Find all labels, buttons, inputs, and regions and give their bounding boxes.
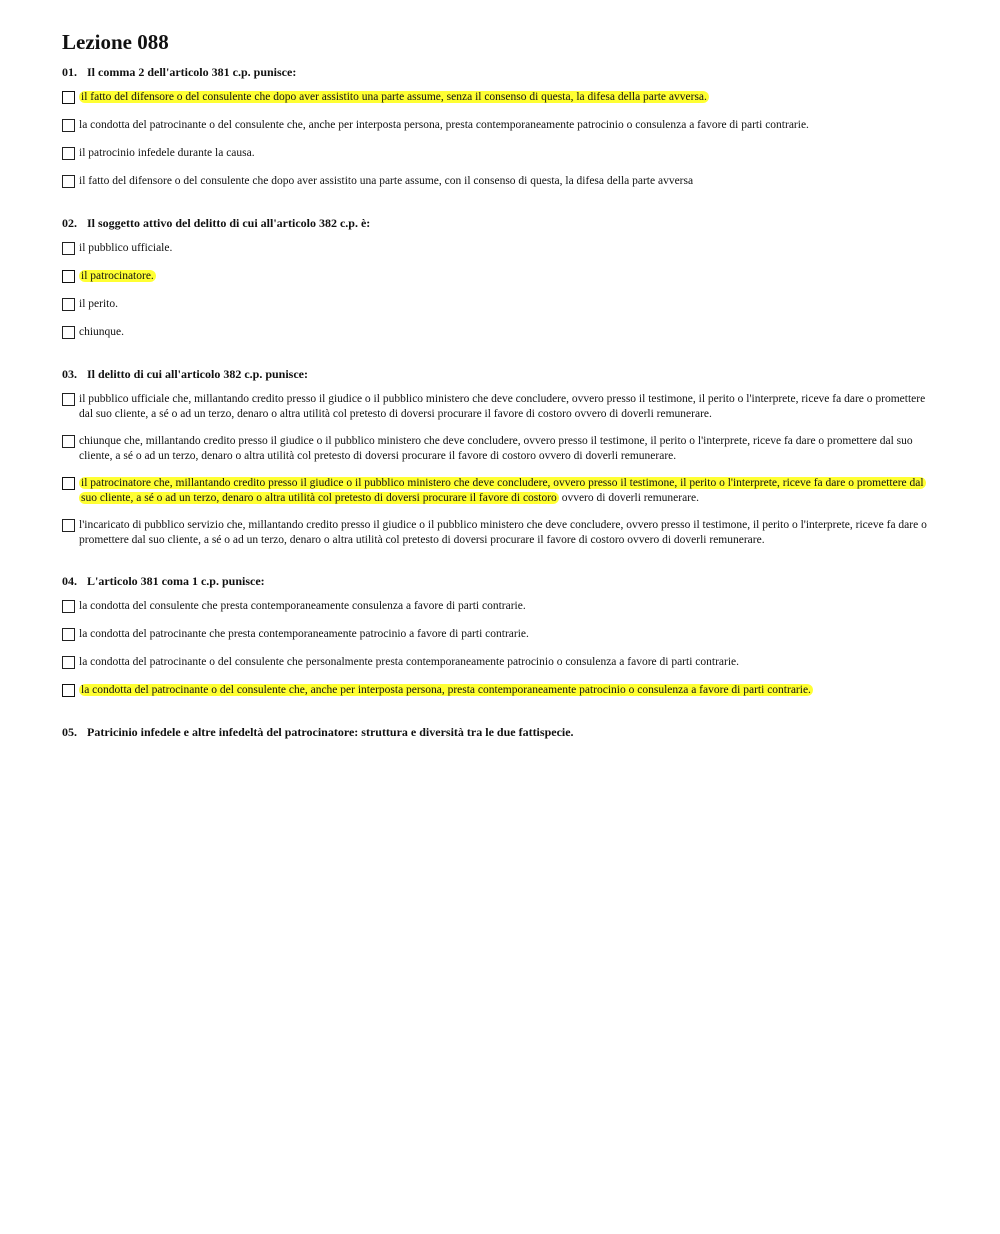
- answer-text: chiunque.: [79, 326, 125, 338]
- answer-checkbox[interactable]: [62, 119, 75, 132]
- question-05: [62, 725, 940, 739]
- question-03: [62, 367, 940, 548]
- spacer: [62, 560, 940, 574]
- question-title: [62, 574, 940, 588]
- question-number: 05.: [62, 725, 77, 739]
- answer-option[interactable]: [62, 518, 940, 548]
- question-04: [62, 574, 940, 699]
- answer-text: la condotta del patrocinante o del consulente che personalmente presta contemporaneamente patrocinio o consulenza a favore di parti contrarie.: [79, 656, 740, 668]
- spacer: [62, 353, 940, 367]
- answer-option[interactable]: [62, 392, 940, 422]
- answer-text: la condotta del consulente che presta contemporaneamente consulenza a favore di parti contrarie.: [79, 600, 526, 612]
- question-text: Il soggetto attivo del delitto di cui all'articolo 382 c.p. è:: [87, 216, 371, 230]
- answer-text-highlighted: la condotta del patrocinante o del consulente che, anche per interposta persona, presta contemporaneamente patrocinio o consulenza a favore di parti contrarie.: [81, 684, 811, 696]
- answer-checkbox[interactable]: [62, 326, 75, 339]
- answer-text-highlighted: il patrocinatore che, millantando credito presso il giudice o il pubblico ministero che deve concludere, ovvero presso il testimone, il perito o l'interprete, riceve fa dare o promettere dal suo cliente, a sé o ad un terzo, denaro o altra utilità col pretesto di doversi procurare il favore di costoro: [81, 477, 924, 504]
- answer-text: chiunque che, millantando credito presso il giudice o il pubblico ministero che deve concludere, ovvero presso il testimone, il perito o l'interprete, riceve fa dare o promettere dal suo cliente, a sé o ad un terzo, denaro o altra utilità col pretesto di doversi procurare il favore di costoro ovvero di doverli remunerare.: [79, 435, 913, 462]
- answer-option[interactable]: [62, 655, 940, 671]
- answer-text: il fatto del difensore o del consulente che dopo aver assistito una parte assume, con il consenso di questa, la difesa della parte avversa: [79, 175, 694, 187]
- answer-checkbox[interactable]: [62, 477, 75, 490]
- question-number: 03.: [62, 367, 77, 381]
- answer-checkbox[interactable]: [62, 175, 75, 188]
- answer-checkbox[interactable]: [62, 684, 75, 697]
- answer-text: la condotta del patrocinante che presta contemporaneamente patrocinio a favore di parti contrarie.: [79, 628, 529, 640]
- answer-checkbox[interactable]: [62, 519, 75, 532]
- answer-option[interactable]: [62, 683, 940, 699]
- question-number: 02.: [62, 216, 77, 230]
- answer-option[interactable]: [62, 118, 940, 134]
- answer-option[interactable]: [62, 627, 940, 643]
- answer-checkbox[interactable]: [62, 393, 75, 406]
- question-number: 01.: [62, 65, 77, 79]
- answer-option[interactable]: [62, 241, 940, 257]
- question-title: [62, 367, 940, 381]
- answer-text: il patrocinio infedele durante la causa.: [79, 147, 255, 159]
- answer-checkbox[interactable]: [62, 600, 75, 613]
- answer-text-tail: ovvero di doverli remunerare.: [558, 492, 699, 504]
- answer-option[interactable]: [62, 297, 940, 313]
- answer-checkbox[interactable]: [62, 298, 75, 311]
- question-title: [62, 216, 940, 230]
- spacer: [62, 711, 940, 725]
- answer-checkbox[interactable]: [62, 435, 75, 448]
- question-number: 04.: [62, 574, 77, 588]
- answer-text: l'incaricato di pubblico servizio che, millantando credito presso il giudice o il pubblico ministero che deve concludere, ovvero presso il testimone, il perito o l'interprete, riceve fa dare o promettere dal suo cliente, a sé o ad un terzo, denaro o altra utilità col pretesto di doversi procurare il favore di costoro ovvero di doverli remunerare.: [79, 519, 927, 546]
- answer-option[interactable]: [62, 476, 940, 506]
- question-text: Il comma 2 dell'articolo 381 c.p. punisce:: [87, 65, 297, 79]
- answer-checkbox[interactable]: [62, 91, 75, 104]
- answer-text-highlighted: il patrocinatore.: [81, 270, 154, 282]
- question-title: [62, 725, 940, 739]
- answer-option[interactable]: [62, 325, 940, 341]
- answer-option[interactable]: [62, 269, 940, 285]
- answer-option[interactable]: [62, 90, 940, 106]
- question-02: [62, 216, 940, 341]
- question-title: [62, 65, 940, 79]
- answer-checkbox[interactable]: [62, 147, 75, 160]
- question-01: [62, 65, 940, 190]
- answer-text-highlighted: il fatto del difensore o del consulente che dopo aver assistito una parte assume, senza il consenso di questa, la difesa della parte avversa.: [81, 91, 707, 103]
- answer-checkbox[interactable]: [62, 242, 75, 255]
- document-page: [62, 30, 940, 749]
- answer-option[interactable]: [62, 146, 940, 162]
- spacer: [62, 202, 940, 216]
- lesson-title: Lezione 088: [62, 30, 169, 54]
- answer-option[interactable]: [62, 174, 940, 190]
- answer-text: il pubblico ufficiale.: [79, 242, 173, 254]
- answer-text: il pubblico ufficiale che, millantando credito presso il giudice o il pubblico ministero che deve concludere, ovvero presso il testimone, il perito o l'interprete, riceve fa dare o promettere dal suo cliente, a sé o ad un terzo, denaro o altra utilità col pretesto di doversi procurare il favore di costoro ovvero di doverli remunerare.: [79, 393, 926, 420]
- answer-option[interactable]: [62, 434, 940, 464]
- answer-text: il perito.: [79, 298, 118, 310]
- answer-checkbox[interactable]: [62, 270, 75, 283]
- answer-text: la condotta del patrocinante o del consulente che, anche per interposta persona, presta contemporaneamente patrocinio o consulenza a favore di parti contrarie.: [79, 119, 809, 131]
- question-text: Il delitto di cui all'articolo 382 c.p. punisce:: [87, 367, 308, 381]
- answer-option[interactable]: [62, 599, 940, 615]
- answer-checkbox[interactable]: [62, 656, 75, 669]
- question-text: L'articolo 381 coma 1 c.p. punisce:: [87, 574, 265, 588]
- answer-checkbox[interactable]: [62, 628, 75, 641]
- question-text: Patricinio infedele e altre infedeltà del patrocinatore: struttura e diversità tra le due fattispecie.: [87, 725, 574, 739]
